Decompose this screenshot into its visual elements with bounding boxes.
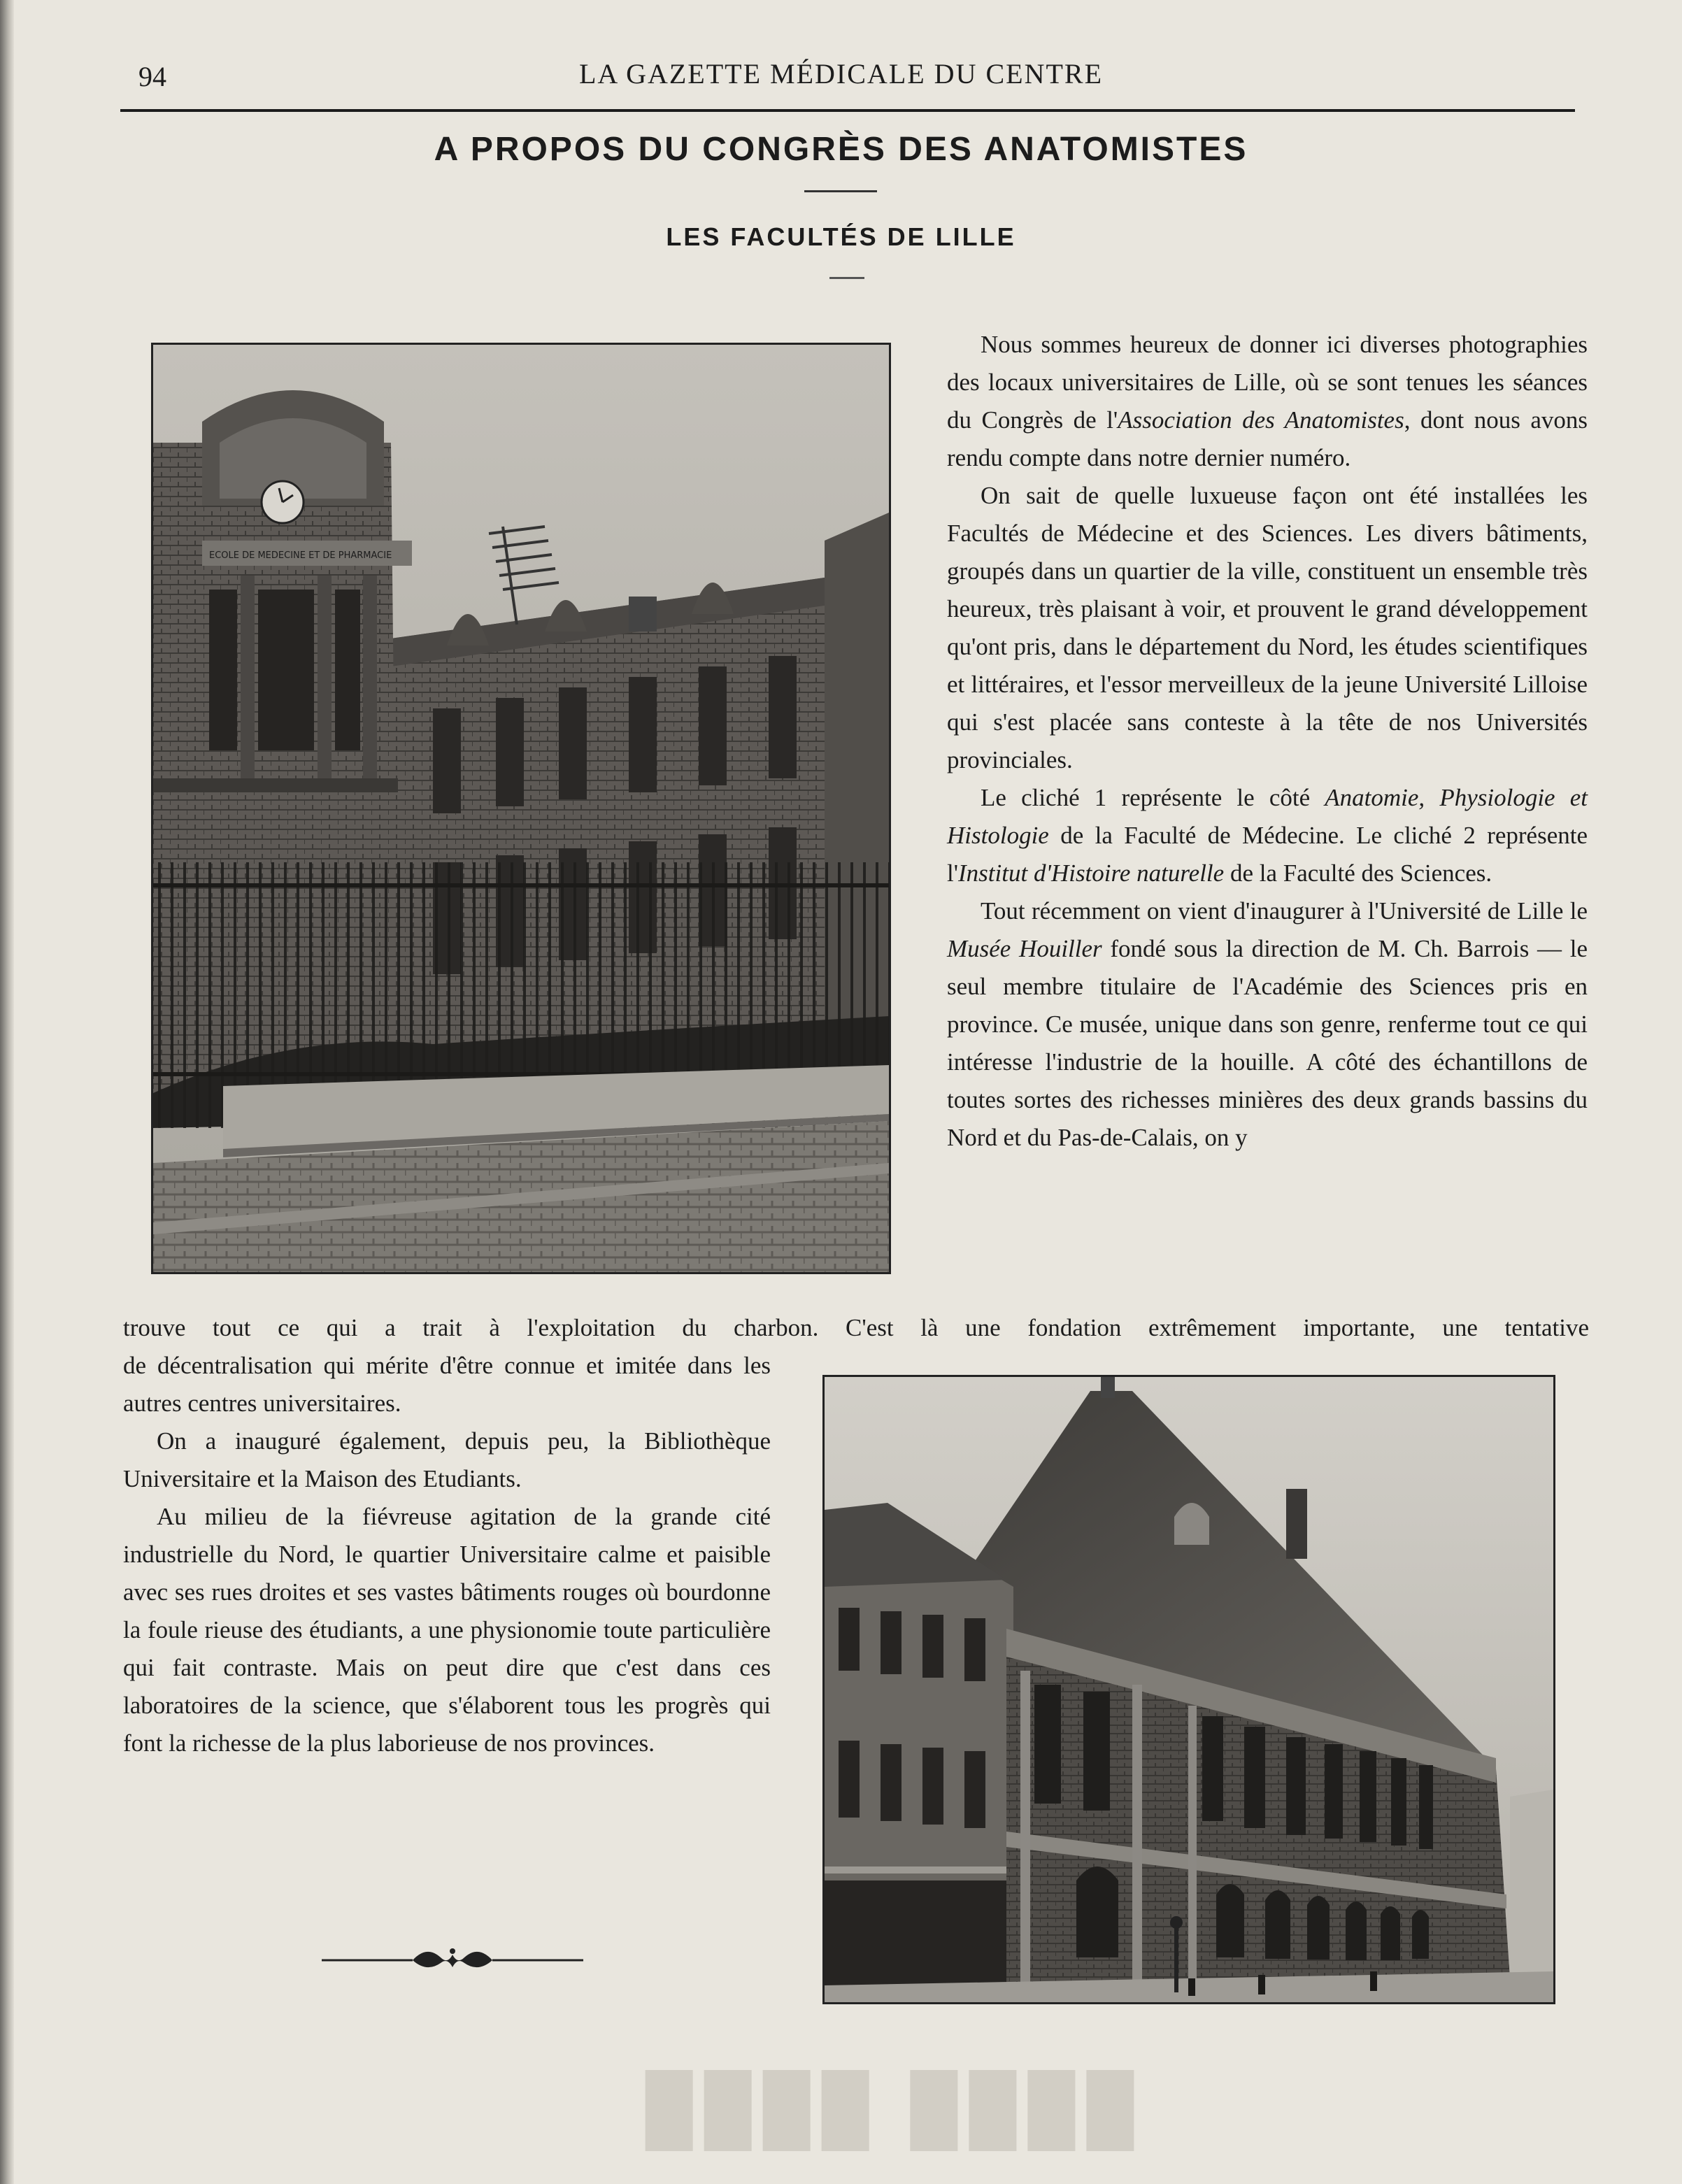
header-rule <box>120 109 1575 112</box>
p1-text-c: , dont nous avons rendu compte dans notre dernier numéro. <box>947 406 1588 471</box>
article-subtitle: LES FACULTÉS DE LILLE <box>666 222 1016 251</box>
p4-italic-musee: Musée Houiller <box>947 935 1102 962</box>
p3-italic-anatomie: Anatomie, Physiologie et Histologie <box>947 784 1588 849</box>
paragraph-2: On sait de quelle luxueuse façon ont été installées les Facultés de Médecine et des Sciences. Les divers bâtiments, groupés dans un quartier de la ville, constituent un ensemble très heureux, très plaisant à voir, et prouvent le grand développement qu'ont pris, dans le département du Nord, les études scientifiques et littéraires, et l'essor merveilleux de la jeune Université Lilloise qui s'est placée sans conteste à la tête de nos Universités provinciales. <box>947 482 1588 773</box>
running-title: LA GAZETTE MÉDICALE DU CENTRE <box>578 58 1103 90</box>
paragraph-1 <box>947 326 1588 477</box>
p4-text-a: Tout récemment on vient d'inaugurer à l'Université de Lille le <box>981 897 1588 925</box>
end-ornament <box>322 1944 583 1976</box>
page-header <box>0 0 1682 112</box>
p1-text-a: Nous sommes heureux de donner ici diverses photographies des locaux universitaires de Lille, où se sont tenues les séances du Congrès de l' <box>947 331 1588 434</box>
paragraph-4-full-width-line: trouve tout ce qui a trait à l'exploitation du charbon. C'est là une fondation extrêmement importante, une tentative <box>123 1314 1589 1341</box>
page-edge-shadow <box>0 0 14 2184</box>
p1-italic-association: Association des Anatomistes <box>1118 406 1404 434</box>
p3-italic-institut: Institut d'Histoire naturelle <box>958 859 1225 887</box>
text-column-left <box>123 1347 771 1762</box>
p3-text-c: de la Faculté de Médecine. Le cliché 2 représente l' <box>947 822 1588 887</box>
article-title: A PROPOS DU CONGRÈS DES ANATOMISTES <box>434 131 1248 168</box>
paragraph-6: Au milieu de la fiévreuse agitation de la grande cité industrielle du Nord, le quartier Universitaire calme et paisible avec ses rues droites et ses vastes bâtiments rouges où bourdonne la foule rieuse des étudiants, a une physionomie toute particulière qui fait contraste. Mais on peut dire que c'est dans ces laboratoires de la science, que s'élaborent tous les progrès qui font la richesse de la plus laborieuse de nos provinces. <box>123 1503 771 1757</box>
title-divider <box>804 190 877 192</box>
reverse-side-bleed-through: ████ ████ <box>645 2071 1146 2146</box>
photo-faculte-medecine <box>151 343 891 1274</box>
p3-text-e: de la Faculté des Sciences. <box>1224 859 1492 887</box>
p3-text-a: Le cliché 1 représente le côté <box>981 784 1325 811</box>
institut-histoire-naturelle-illustration <box>825 1377 1553 2002</box>
facade-sign-text: ECOLE DE MEDECINE ET DE PHARMACIE <box>209 550 392 561</box>
paragraph-4-continued: de décentralisation qui mérite d'être connue et imitée dans les autres centres universitaires. <box>123 1352 771 1417</box>
text-column-right <box>947 326 1588 1157</box>
subtitle-divider <box>829 277 864 279</box>
paragraph-5: On a inauguré également, depuis peu, la Bibliothèque Universitaire et la Maison des Etudiants. <box>123 1427 771 1492</box>
p4-text-c: fondé sous la direction de M. Ch. Barrois — le seul membre titulaire de l'Académie des Sciences pris en province. Ce musée, unique dans son genre, renferme tout ce qui intéresse l'industrie de la houille. A côté des échantillons de toutes sortes des richesses minières des deux grands bassins du Nord et du Pas-de-Calais, on y <box>947 935 1588 1151</box>
paragraph-4-start <box>947 892 1588 1157</box>
faculte-medecine-illustration <box>153 345 889 1272</box>
page-number: 94 <box>138 61 166 92</box>
photo-institut-histoire-naturelle <box>822 1375 1555 2004</box>
paragraph-3 <box>947 779 1588 892</box>
